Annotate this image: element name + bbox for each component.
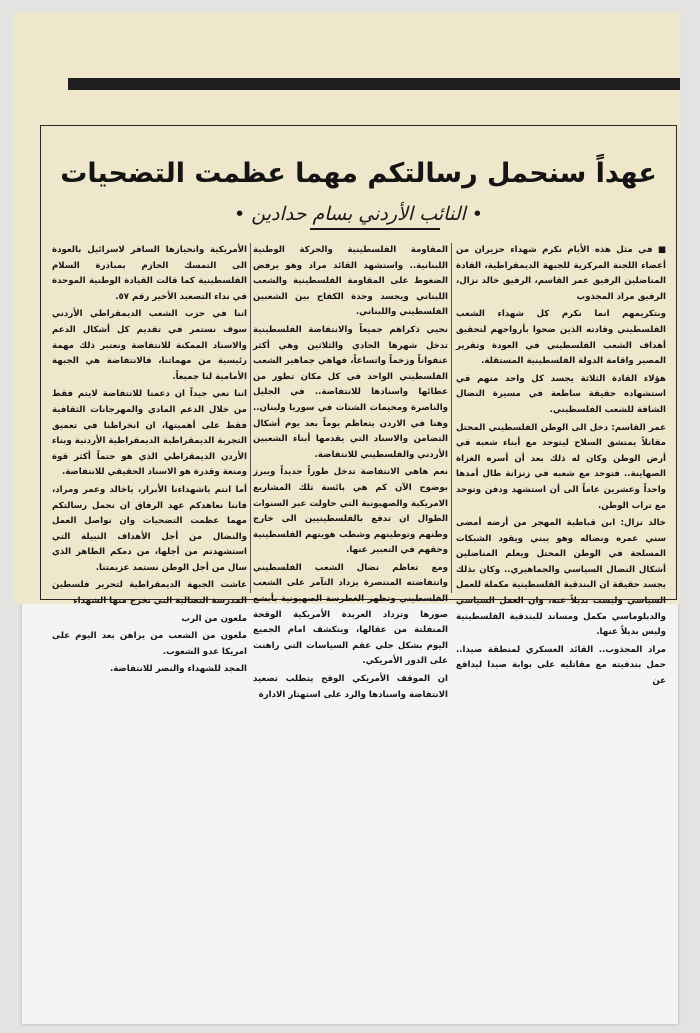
header-rule <box>68 78 680 90</box>
column-divider <box>451 243 452 593</box>
paragraph: المجد للشهداء والنصر للانتفاضة. <box>109 664 247 675</box>
article-byline: • النائب الأردني بسام حدادين • <box>233 203 484 225</box>
paragraph: اننا في حزب الشعب الديمقراطي الأردني سوف نستمر في تقديم كل أشكال الدعم والاسناد الممكنة للانتفاضة ونعتبر ذلك مهمة رئيسية من مهماتنا، فالانتفاضة هي الجبهة الأمامية لنا جميعاً. <box>52 309 247 382</box>
article-column-1 <box>456 243 666 687</box>
paragraph: ■ في مثل هذه الأيام نكرم شهداء حزيران من أعضاء اللجنة المركزية للجبهة الديمقراطية، القادة المناضلين الرفيق عمر القاسم، الرفيق خالد نزال، الرفيق مراد المجذوب <box>456 245 666 302</box>
paragraph: اننا نعي جيداً ان دعمنا للانتفاضة لايتم فقط من خلال الدعم المادي والمهرجانات الثقافية فقط على أهميتها، ان انخراطنا في تعميق التجربة الديمقراطية الديمقراطية الأردنية وبناء الأردن الديمقراطي الذي هو حتماً أكثر قوة ومنعة وقدرة هو الاسناد الحقيقي للانتفاضة. <box>52 389 247 478</box>
article-column-2 <box>253 243 448 700</box>
paragraph: أما انتم ياشهداءنا الأبرار، ياخالد وعمر ومراد، فاننا نعاهدكم عهد الرفاق ان نحمل رسالتكم مهما عظمت التضحيات وان نواصل العمل والنضال من أجل الأهداف النبيلة التي استشهدتم من أجلها، من دمكم الطاهر الذي سال من أجل الوطن نستمد عزيمتنا. <box>52 484 247 573</box>
paragraph: نحيي ذكراهم جميعاً والانتفاضة الفلسطينية تدخل شهرها الحادي والثلاثين وهي أكثر عنفواناً وزخماً واتساعاً، فهاهي جماهير الشعب الفلسطيني الواحد في كل مكان تطور من عطائها واسنادها للانتفاضة.. في الجليل والناصرة ومخيمات الشتات في سوريا ولبنان.. وهنا في الاردن يتعاظم يوماً بعد يوم أشكال التضامن والاسناد التي يقدمها أبناء الشعبين الأردني والفلسطيني للانتفاضة. <box>253 324 448 460</box>
paragraph: عمر القاسم: دخل الى الوطن الفلسطيني المحتل مقاتلاً يمتشق السلاح ليتوحد مع أبناء شعبه في أرض الوطن وكان له ذلك بعد أن أسره الغزاة الصهاينة.. فتوحد مع شعبه في زنزانة طال أمدها واحداً وعشرين عاماً الى أن استشهد ودفن وتوحد مع تراب الوطن. <box>456 422 666 511</box>
paragraph: عاشت الجبهة الديمقراطية لتحرير فلسطين المدرسة النضالية التي تخرج منها الشهداء <box>52 580 247 607</box>
paragraph: وبتكريمهم انما نكرم كل شهداء الشعب الفلسطيني وقادته الذين ضحوا بأرواحهم لتحقيق أهداف الشعب الفلسطيني في العودة وتقرير المصير واقامة الدولة الفلسطينية المستقلة. <box>456 309 666 367</box>
article-column-3 <box>52 243 247 675</box>
paragraph: هؤلاء القادة الثلاثة يجسد كل واحد منهم في استشهاده حقيقة ساطعة في مسيرة النضال الشاقة للشعب الفلسطيني. <box>456 373 666 415</box>
article-headline: عهداً سنحمل رسالتكم مهما عظمت التضحيات <box>60 158 657 189</box>
paragraph: ان الموقف الأمريكي الوقح يتطلب تصعيد الانتفاضة واسنادها والرد على استهتار الادارة <box>253 674 448 700</box>
paragraph: مراد المجذوب.. القائد العسكري لمنطقة صيدا.. حمل بندقيته مع مقاتليه على بوابة صيدا ليدافع عن <box>456 644 666 687</box>
byline-underline <box>310 228 440 230</box>
paragraph: المقاومة الفلسطينية والحركة الوطنية اللبنانية.. واستشهد القائد مراد وهو يرفض الضغوط على المقاومة الفلسطينية والشعب اللبناني ويجسد وحدة الكفاح بين الشعبين الفلسطيني واللبناني. <box>253 245 448 318</box>
paragraph: نعم هاهي الانتفاضة تدخل طوراً جديداً ويبرز بوضوح الآن كم هي بائسة تلك المشاريع الامريكية والصهيونية التي حاولت عبر السنوات الطوال ان تدفع بالفلسطينيين الى خارج وطنهم وتوطينهم وشطب هويتهم الفلسطينية وحقهم في التعبير عنها. <box>253 467 448 556</box>
column-divider <box>250 243 251 593</box>
paragraph: ومع تعاظم نضال الشعب الفلسطيني وانتفاضته المنتصرة يزداد التآمر على الشعب الفلسطيني وتظهر الغطرسة الصهيونية بأبشع صورها وتزداد العربدة الأمريكية الوقحة المنفلتة من عقالها، ويتكشف امام الجميع اليوم بشكل جلي عقم السياسات التي راهنت على الدور الأمريكي. <box>253 562 448 667</box>
paragraph: الأمريكية وانحيازها السافر لاسرائيل بالعودة الى التمسك الحازم بمبادرة السلام الفلسطينية كما قالت القيادة الوطنية الموحدة في نداء التصعيد الأخير رقم ٥٧. <box>52 245 247 302</box>
paragraph: ملعون من الشعب من يراهن بعد اليوم على امريكا عدو الشعوب. <box>52 631 247 657</box>
paragraph: خالد نزال: ابن قباطية المهجر من أرضه أمضى سني عمره ونضاله وهو يبني ويقود الشبكات المسلحة في الوطن المحتل ويعلم المناضلين أشكال النضال السياسي والجماهيري.. وكان بذلك يجسد حقيقة ان البندقية الفلسطينية مكملة للعمل السياسي وليست بديلاً عنه، وان العمل السياسي والدبلوماسي مكمل ومساند للبندقية الفلسطينية وليس بديلاً عنها. <box>456 518 666 638</box>
paragraph: ملعون من الرب <box>181 613 247 624</box>
